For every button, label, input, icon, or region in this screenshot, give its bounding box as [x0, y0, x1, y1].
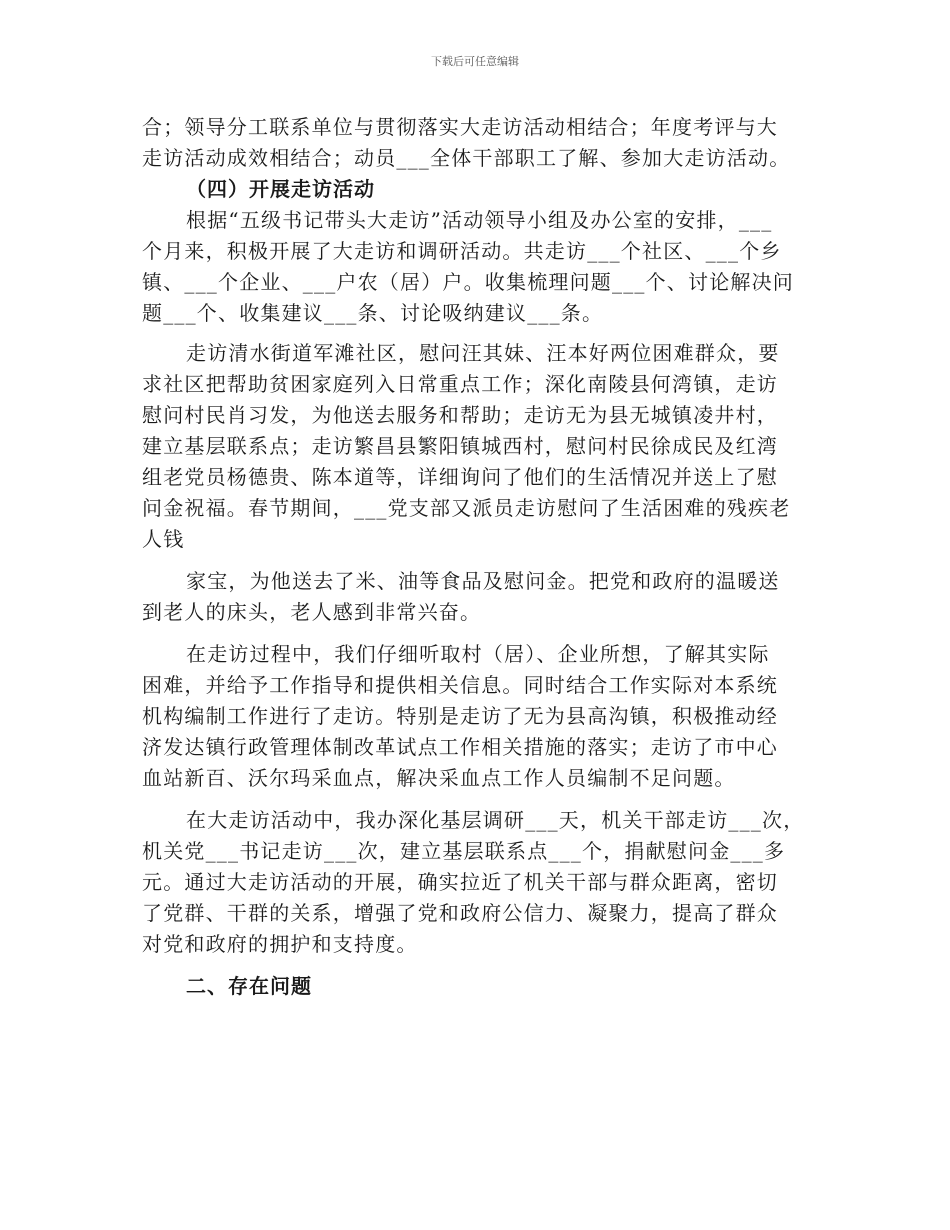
body-line: 元。通过大走访活动的开展，确实拉近了机关干部与群众距离，密切: [142, 870, 778, 894]
body-line: 对党和政府的拥护和支持度。: [142, 932, 418, 956]
body-line: 机关党___书记走访___次，建立基层联系点___个，捐献慰问金___多: [142, 839, 786, 863]
body-line: 走访活动成效相结合；动员___全体干部职工了解、参加大走访活动。: [142, 146, 791, 170]
body-line: 题___个、收集建议___条、讨论吸纳建议___条。: [142, 301, 604, 325]
body-line: 在走访过程中，我们仔细听取村（居）、企业所想，了解其实际: [186, 642, 770, 666]
body-line: 到老人的床头，老人感到非常兴奋。: [142, 600, 482, 624]
body-line: 家宝，为他送去了米、油等食品及慰问金。把党和政府的温暖送: [186, 569, 780, 593]
body-line: 困难，并给予工作指导和提供相关信息。同时结合工作实际对本系统: [142, 673, 778, 697]
body-line: 问金祝福。春节期间，___党支部又派员走访慰问了生活困难的残疾老: [142, 496, 791, 520]
section-heading: （四）开展走访活动: [186, 177, 375, 201]
page-header: 下载后可任意编辑: [431, 55, 519, 68]
body-line: 慰问村民肖习发，为他送去服务和帮助；走访无为县无城镇凌井村，: [142, 403, 778, 427]
document-body: [142, 112, 812, 1002]
body-line: 镇、___个企业、___户农（居）户。收集梳理问题___个、讨论解决问: [142, 270, 794, 294]
body-line: 根据“五级书记带头大走访”活动领导小组及办公室的安排，___: [186, 208, 773, 232]
body-line: 血站新百、沃尔玛采血点，解决采血点工作人员编制不足问题。: [142, 766, 736, 790]
body-line: 走访清水街道军滩社区，慰问汪其妹、汪本好两位困难群众，要: [186, 341, 780, 365]
body-line: 组老党员杨德贵、陈本道等，详细询问了他们的生活情况并送上了慰: [142, 465, 778, 489]
body-line: 个月来，积极开展了大走访和调研活动。共走访___个社区、___个乡: [142, 239, 782, 263]
body-line: 机构编制工作进行了走访。特别是走访了无为县高沟镇，积极推动经: [142, 704, 778, 728]
body-line: 在大走访活动中，我办深化基层调研___天，机关干部走访___次，: [186, 808, 805, 832]
body-line: 了党群、干群的关系，增强了党和政府公信力、凝聚力，提高了群众: [142, 901, 778, 925]
body-line: 人钱: [142, 527, 185, 551]
body-line: 建立基层联系点；走访繁昌县繁阳镇城西村，慰问村民徐成民及红湾: [142, 434, 778, 458]
body-line: 求社区把帮助贫困家庭列入日常重点工作；深化南陵县何湾镇，走访: [142, 372, 778, 396]
section-heading: 二、存在问题: [186, 974, 312, 998]
body-line: 济发达镇行政管理体制改革试点工作相关措施的落实；走访了市中心: [142, 735, 778, 759]
body-line: 合；领导分工联系单位与贯彻落实大走访活动相结合；年度考评与大: [142, 115, 778, 139]
